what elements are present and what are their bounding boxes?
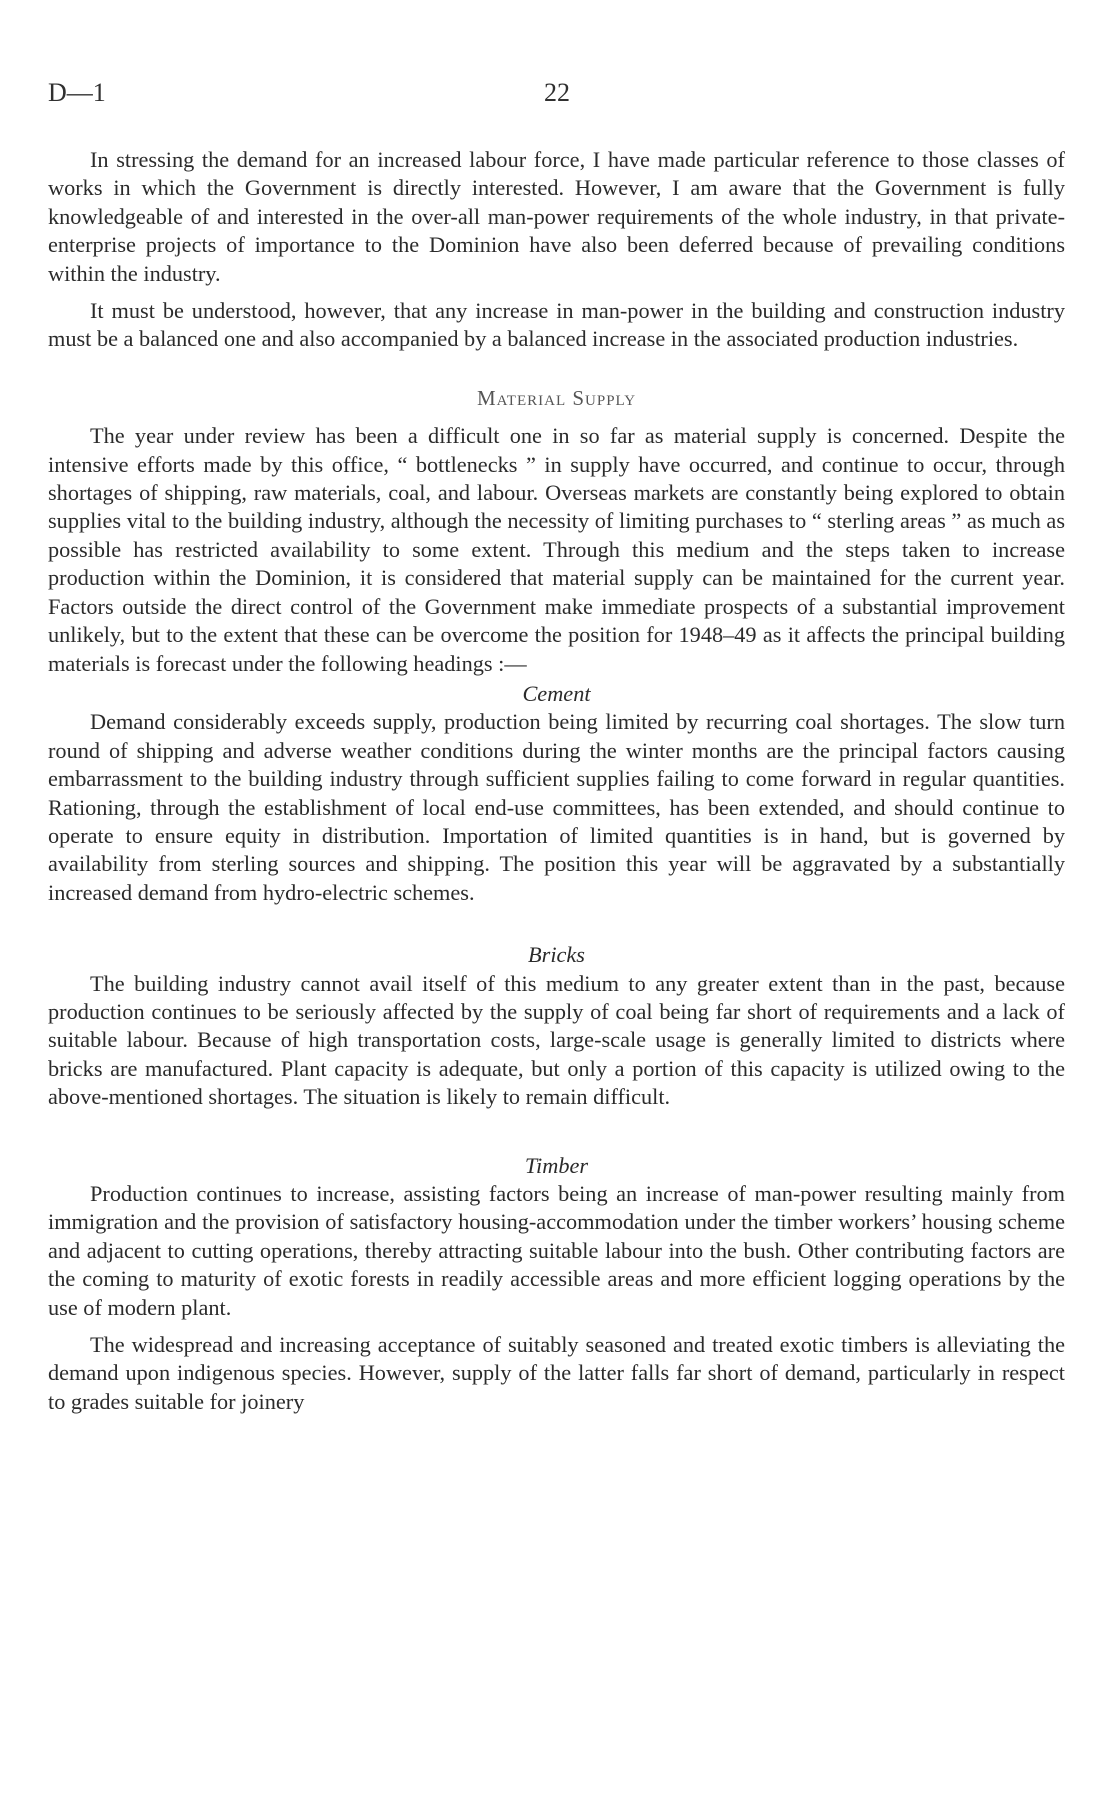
subheading-cement: Cement: [522, 680, 591, 706]
subheading-bricks: Bricks: [528, 942, 585, 968]
timber-paragraph-2: The widespread and increasing acceptance of suitably seasoned and treated exotic timbers is alleviating the demand upon indigenous species. However, supply of the latter falls far short of demand, particularly in respect to grades suitable for joinery: [48, 1332, 1065, 1414]
timber-paragraph-1: Production continues to increase, assisting factors being an increase of man-power resulting mainly from immigration and the provision of satisfactory housing-accommodation under the timber workers’ housing scheme and adjacent to cutting operations, thereby attracting suitable labour into the bush. Other contributing factors are the coming to maturity of exotic forests in readily accessible areas and more efficient logging operations by the use of modern plant.: [48, 1181, 1065, 1320]
document-reference: D—1: [48, 78, 106, 107]
intro-paragraph-1: In stressing the demand for an increased labour force, I have made particular reference to those classes of works in which the Government is directly interested. However, I am aware that the Government is fully knowledgeable of and interested in the over-all man-power requirements of the whole industry, in that private-enterprise projects of importance to the Dominion have also been deferred because of prevailing conditions within the industry.: [48, 147, 1065, 286]
page-header: [48, 78, 1066, 112]
intro-paragraph-2: It must be understood, however, that any increase in man-power in the building and construction industry must be a balanced one and also accompanied by a balanced increase in the associated production industries.: [48, 298, 1065, 352]
material-supply-paragraph: The year under review has been a difficult one in so far as material supply is concerned. Despite the intensive efforts made by this office, “ bottlenecks ” in supply have occurred, and continue to occur, through shortages of shipping, raw materials, coal, and labour. Overseas markets are constantly being explored to obtain supplies vital to the building industry, although the necessity of limiting purchases to “ sterling areas ” as much as possible has restricted availability to some extent. Through this medium and the steps taken to increase production within the Dominion, it is considered that material supply can be maintained for the current year. Factors outside the direct control of the Government make immediate prospects of a substantial improvement unlikely, but to the extent that these can be overcome the position for 1948–49 as it affects the principal building materials is forecast under the following headings :—: [48, 423, 1065, 676]
cement-paragraph: Demand considerably exceeds supply, production being limited by recurring coal shortages. The slow turn round of shipping and adverse weather conditions during the winter months are the principal factors causing embarrassment to the building industry through sufficient supplies failing to come forward in regular quantities. Rationing, through the establishment of local end-use committees, has been extended, and should continue to operate to ensure equity in distribution. Importation of limited quantities is in hand, but is governed by availability from sterling sources and shipping. The position this year will be aggravated by a substantially increased demand from hydro-electric schemes.: [48, 709, 1065, 905]
subheading-timber: Timber: [524, 1152, 589, 1178]
page-number: 22: [544, 78, 570, 107]
document-body: [48, 146, 1065, 1416]
bricks-paragraph: The building industry cannot avail itself of this medium to any greater extent than in the past, because production continues to be seriously affected by the supply of coal being far short of requirements and a lack of suitable labour. Because of high transportation costs, large-scale usage is generally limited to districts where bricks are manufactured. Plant capacity is adequate, but only a portion of this capacity is utilized owing to the above-mentioned shortages. The situation is likely to remain difficult.: [48, 970, 1065, 1110]
section-heading-material-supply: Material Supply: [476, 385, 637, 410]
